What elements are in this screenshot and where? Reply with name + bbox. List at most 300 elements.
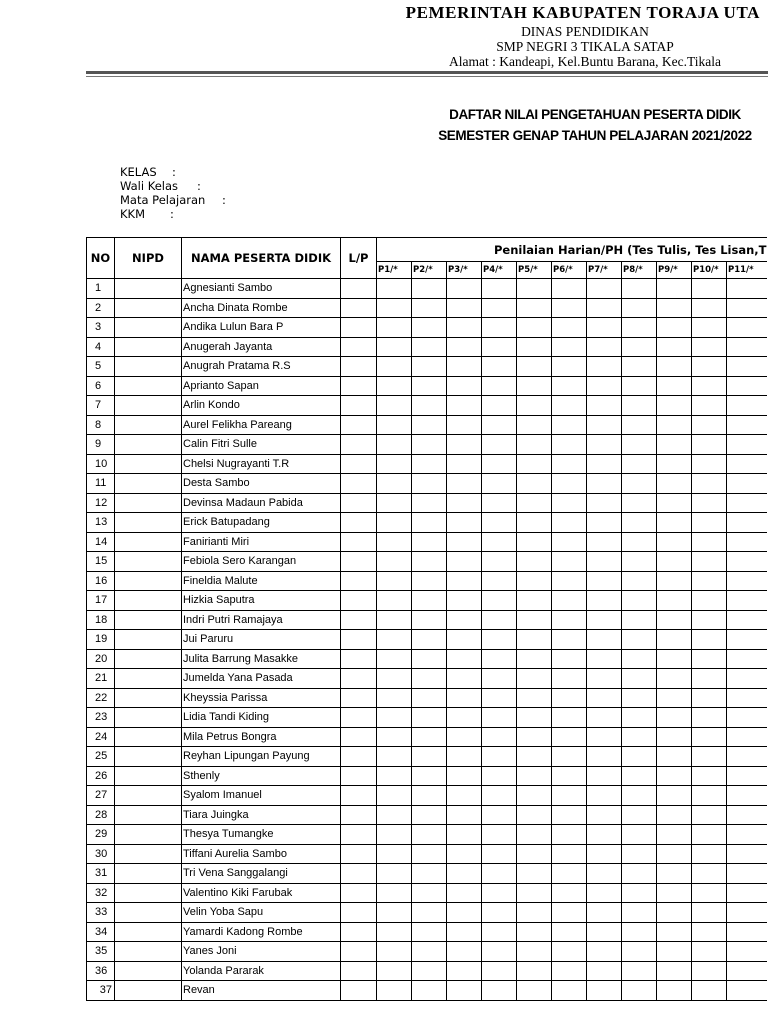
score-cell [622, 279, 657, 299]
score-cell [482, 337, 517, 357]
score-cell [447, 454, 482, 474]
table-row [87, 298, 767, 318]
score-cell [377, 610, 412, 630]
table-row [87, 435, 767, 455]
ph-column-header: P5/* [517, 262, 552, 279]
score-cell [482, 922, 517, 942]
score-cell [727, 961, 767, 981]
score-cell [727, 318, 767, 338]
score-cell [447, 961, 482, 981]
row-number: 3 [87, 318, 115, 338]
nipd-cell [115, 669, 182, 689]
ph-column-header: P6/* [552, 262, 587, 279]
score-cell [622, 415, 657, 435]
table-row [87, 279, 767, 299]
student-name: Yanes Joni [182, 942, 341, 962]
nipd-cell [115, 552, 182, 572]
row-number: 4 [87, 337, 115, 357]
score-cell [622, 981, 657, 1001]
table-row [87, 474, 767, 494]
score-cell [657, 318, 692, 338]
agency-name: DINAS PENDIDIKAN [521, 24, 649, 39]
score-cell [692, 688, 727, 708]
score-cell [517, 318, 552, 338]
score-cell [657, 825, 692, 845]
score-cell [727, 591, 767, 611]
score-cell [587, 376, 622, 396]
score-cell [727, 942, 767, 962]
score-cell [517, 357, 552, 377]
student-name: Indri Putri Ramajaya [182, 610, 341, 630]
score-cell [587, 337, 622, 357]
score-cell [552, 688, 587, 708]
row-number: 12 [87, 493, 115, 513]
row-number: 30 [87, 844, 115, 864]
score-cell [482, 415, 517, 435]
score-cell [412, 864, 447, 884]
score-cell [377, 396, 412, 416]
score-cell [622, 747, 657, 767]
sex-cell [341, 396, 377, 416]
row-number: 36 [87, 961, 115, 981]
score-cell [482, 688, 517, 708]
sex-cell [341, 727, 377, 747]
score-cell [447, 942, 482, 962]
score-cell [447, 708, 482, 728]
score-cell [727, 630, 767, 650]
score-cell [587, 532, 622, 552]
row-number: 24 [87, 727, 115, 747]
score-cell [692, 571, 727, 591]
info-mata-pelajaran [120, 193, 226, 207]
sex-cell [341, 610, 377, 630]
score-cell [727, 727, 767, 747]
score-cell [482, 552, 517, 572]
score-cell [412, 454, 447, 474]
table-row [87, 708, 767, 728]
score-cell [517, 727, 552, 747]
score-cell [692, 942, 727, 962]
score-cell [727, 532, 767, 552]
nipd-cell [115, 747, 182, 767]
score-cell [412, 337, 447, 357]
score-cell [377, 981, 412, 1001]
score-cell [587, 844, 622, 864]
sex-cell [341, 922, 377, 942]
score-cell [727, 435, 767, 455]
row-number: 28 [87, 805, 115, 825]
score-cell [482, 727, 517, 747]
row-number: 15 [87, 552, 115, 572]
score-cell [587, 513, 622, 533]
nipd-cell [115, 357, 182, 377]
score-cell [377, 786, 412, 806]
score-cell [552, 981, 587, 1001]
nipd-cell [115, 474, 182, 494]
row-number: 32 [87, 883, 115, 903]
score-cell [517, 844, 552, 864]
score-cell [657, 864, 692, 884]
nipd-cell [115, 532, 182, 552]
score-cell [517, 415, 552, 435]
score-cell [657, 610, 692, 630]
score-cell [587, 357, 622, 377]
school-name: SMP NEGRI 3 TIKALA SATAP [496, 39, 674, 54]
score-cell [692, 649, 727, 669]
score-cell [412, 747, 447, 767]
sex-cell [341, 298, 377, 318]
score-cell [482, 279, 517, 299]
score-cell [552, 669, 587, 689]
score-cell [412, 571, 447, 591]
score-cell [552, 922, 587, 942]
score-cell [692, 747, 727, 767]
nipd-cell [115, 708, 182, 728]
score-cell [412, 396, 447, 416]
sex-cell [341, 786, 377, 806]
score-cell [552, 318, 587, 338]
score-cell [587, 747, 622, 767]
score-cell [657, 298, 692, 318]
score-cell [587, 669, 622, 689]
nipd-cell [115, 630, 182, 650]
score-cell [657, 981, 692, 1001]
score-cell [482, 864, 517, 884]
score-cell [622, 435, 657, 455]
score-cell [447, 981, 482, 1001]
score-cell [657, 279, 692, 299]
score-cell [727, 844, 767, 864]
score-cell [587, 415, 622, 435]
sex-cell [341, 649, 377, 669]
table-row [87, 922, 767, 942]
score-cell [447, 279, 482, 299]
student-name: Yolanda Pararak [182, 961, 341, 981]
score-cell [412, 805, 447, 825]
score-cell [587, 922, 622, 942]
table-row [87, 825, 767, 845]
score-cell [622, 298, 657, 318]
score-cell [657, 591, 692, 611]
score-cell [692, 883, 727, 903]
table-row [87, 688, 767, 708]
table-row [87, 961, 767, 981]
score-cell [447, 688, 482, 708]
score-cell [482, 942, 517, 962]
table-row [87, 942, 767, 962]
nipd-cell [115, 396, 182, 416]
score-cell [622, 805, 657, 825]
score-cell [657, 630, 692, 650]
score-cell [447, 669, 482, 689]
score-cell [692, 766, 727, 786]
score-cell [552, 786, 587, 806]
score-cell [412, 415, 447, 435]
score-cell [447, 727, 482, 747]
score-cell [412, 786, 447, 806]
score-cell [447, 376, 482, 396]
score-cell [517, 513, 552, 533]
table-row [87, 669, 767, 689]
score-cell [412, 474, 447, 494]
score-cell [377, 571, 412, 591]
score-cell [657, 766, 692, 786]
student-name: Anugrah Pratama R.S [182, 357, 341, 377]
score-cell [482, 630, 517, 650]
student-name: Arlin Kondo [182, 396, 341, 416]
score-cell [517, 883, 552, 903]
score-cell [412, 942, 447, 962]
table-row [87, 337, 767, 357]
score-cell [517, 298, 552, 318]
row-number: 23 [87, 708, 115, 728]
nipd-cell [115, 922, 182, 942]
score-cell [377, 727, 412, 747]
score-cell [587, 435, 622, 455]
score-cell [727, 610, 767, 630]
score-cell [377, 961, 412, 981]
student-name: Hizkia Saputra [182, 591, 341, 611]
row-number: 17 [87, 591, 115, 611]
score-cell [517, 747, 552, 767]
document-title: DAFTAR NILAI PENGETAHUAN PESERTA DIDIK [449, 107, 741, 122]
score-cell [692, 864, 727, 884]
score-cell [727, 825, 767, 845]
table-row [87, 318, 767, 338]
letterhead-rule-thin [86, 76, 768, 77]
score-cell [517, 649, 552, 669]
score-cell [517, 493, 552, 513]
score-cell [727, 474, 767, 494]
score-cell [377, 532, 412, 552]
table-row [87, 727, 767, 747]
table-row [87, 493, 767, 513]
score-cell [412, 298, 447, 318]
row-number: 8 [87, 415, 115, 435]
score-cell [657, 688, 692, 708]
score-cell [657, 961, 692, 981]
sex-cell [341, 552, 377, 572]
score-cell [552, 376, 587, 396]
score-cell [657, 786, 692, 806]
sex-cell [341, 961, 377, 981]
score-cell [552, 844, 587, 864]
student-name: Lidia Tandi Kiding [182, 708, 341, 728]
student-name: Revan [182, 981, 341, 1001]
score-cell [447, 805, 482, 825]
nipd-cell [115, 942, 182, 962]
sex-cell [341, 630, 377, 650]
score-cell [482, 493, 517, 513]
score-cell [692, 474, 727, 494]
score-cell [587, 630, 622, 650]
student-name: Thesya Tumangke [182, 825, 341, 845]
sex-cell [341, 337, 377, 357]
score-cell [377, 357, 412, 377]
government-title: PEMERINTAH KABUPATEN TORAJA UTA [405, 3, 760, 22]
score-cell [727, 922, 767, 942]
score-cell [692, 513, 727, 533]
table-row [87, 591, 767, 611]
nipd-cell [115, 376, 182, 396]
row-number: 27 [87, 786, 115, 806]
score-cell [622, 532, 657, 552]
score-cell [587, 786, 622, 806]
score-cell [622, 357, 657, 377]
student-name: Chelsi Nugrayanti T.R [182, 454, 341, 474]
score-cell [727, 279, 767, 299]
student-name: Julita Barrung Masakke [182, 649, 341, 669]
score-cell [552, 493, 587, 513]
score-cell [622, 961, 657, 981]
score-cell [377, 513, 412, 533]
score-cell [692, 532, 727, 552]
score-cell [447, 844, 482, 864]
score-cell [552, 532, 587, 552]
score-cell [692, 591, 727, 611]
score-cell [657, 474, 692, 494]
score-cell [447, 571, 482, 591]
score-cell [447, 766, 482, 786]
score-cell [727, 805, 767, 825]
nipd-cell [115, 844, 182, 864]
score-cell [482, 435, 517, 455]
score-cell [412, 883, 447, 903]
info-kelas [120, 165, 226, 179]
score-cell [552, 357, 587, 377]
letterhead-rule-thick [86, 71, 768, 74]
score-cell [552, 942, 587, 962]
sex-cell [341, 493, 377, 513]
score-cell [657, 454, 692, 474]
score-cell [412, 435, 447, 455]
score-cell [552, 864, 587, 884]
sex-cell [341, 942, 377, 962]
student-name: Jumelda Yana Pasada [182, 669, 341, 689]
score-cell [517, 688, 552, 708]
score-cell [727, 708, 767, 728]
score-cell [482, 513, 517, 533]
score-cell [587, 864, 622, 884]
score-cell [377, 708, 412, 728]
nipd-cell [115, 825, 182, 845]
score-cell [692, 961, 727, 981]
score-cell [482, 903, 517, 923]
sex-cell [341, 474, 377, 494]
row-number: 13 [87, 513, 115, 533]
score-cell [412, 708, 447, 728]
score-cell [587, 649, 622, 669]
score-cell [657, 942, 692, 962]
score-cell [657, 883, 692, 903]
nipd-cell [115, 961, 182, 981]
nipd-cell [115, 435, 182, 455]
row-number: 35 [87, 942, 115, 962]
score-cell [447, 415, 482, 435]
score-cell [517, 786, 552, 806]
row-number: 2 [87, 298, 115, 318]
row-number: 21 [87, 669, 115, 689]
score-cell [412, 376, 447, 396]
score-cell [517, 552, 552, 572]
score-cell [377, 415, 412, 435]
score-cell [447, 474, 482, 494]
score-cell [517, 630, 552, 650]
info-kkm [120, 207, 226, 221]
sex-cell [341, 708, 377, 728]
score-cell [517, 610, 552, 630]
score-cell [552, 649, 587, 669]
info-separator: : [197, 179, 201, 193]
table-row [87, 805, 767, 825]
score-cell [692, 318, 727, 338]
score-cell [482, 844, 517, 864]
student-name: Tiffani Aurelia Sambo [182, 844, 341, 864]
student-name: Syalom Imanuel [182, 786, 341, 806]
ph-column-header: P2/* [412, 262, 447, 279]
score-cell [377, 844, 412, 864]
table-row [87, 786, 767, 806]
score-cell [377, 922, 412, 942]
score-cell [657, 396, 692, 416]
score-cell [622, 708, 657, 728]
table-row [87, 649, 767, 669]
header-nipd: NIPD [115, 238, 182, 279]
score-cell [517, 825, 552, 845]
score-cell [482, 961, 517, 981]
score-cell [552, 591, 587, 611]
score-cell [587, 766, 622, 786]
nipd-cell [115, 610, 182, 630]
score-cell [447, 552, 482, 572]
score-cell [377, 376, 412, 396]
ph-column-header: P9/* [657, 262, 692, 279]
row-number: 25 [87, 747, 115, 767]
table-row [87, 357, 767, 377]
score-cell [517, 805, 552, 825]
score-cell [727, 669, 767, 689]
score-cell [377, 474, 412, 494]
header-sex: L/P [341, 238, 377, 279]
student-name: Mila Petrus Bongra [182, 727, 341, 747]
score-cell [447, 922, 482, 942]
score-cell [447, 747, 482, 767]
student-name: Tiara Juingka [182, 805, 341, 825]
score-cell [622, 513, 657, 533]
document-subtitle: SEMESTER GENAP TAHUN PELAJARAN 2021/2022 [438, 128, 752, 143]
score-cell [692, 805, 727, 825]
score-cell [377, 883, 412, 903]
score-cell [657, 513, 692, 533]
score-cell [692, 825, 727, 845]
sex-cell [341, 357, 377, 377]
student-name: Yamardi Kadong Rombe [182, 922, 341, 942]
score-cell [482, 318, 517, 338]
row-number: 7 [87, 396, 115, 416]
nipd-cell [115, 513, 182, 533]
row-number: 26 [87, 766, 115, 786]
row-number: 33 [87, 903, 115, 923]
sex-cell [341, 279, 377, 299]
score-cell [727, 454, 767, 474]
row-number: 10 [87, 454, 115, 474]
score-cell [692, 415, 727, 435]
header-ph-group: Penilaian Harian/PH (Tes Tulis, Tes Lisan,T [377, 238, 767, 262]
sex-cell [341, 435, 377, 455]
score-cell [517, 766, 552, 786]
nipd-cell [115, 727, 182, 747]
student-rows [87, 279, 767, 1001]
